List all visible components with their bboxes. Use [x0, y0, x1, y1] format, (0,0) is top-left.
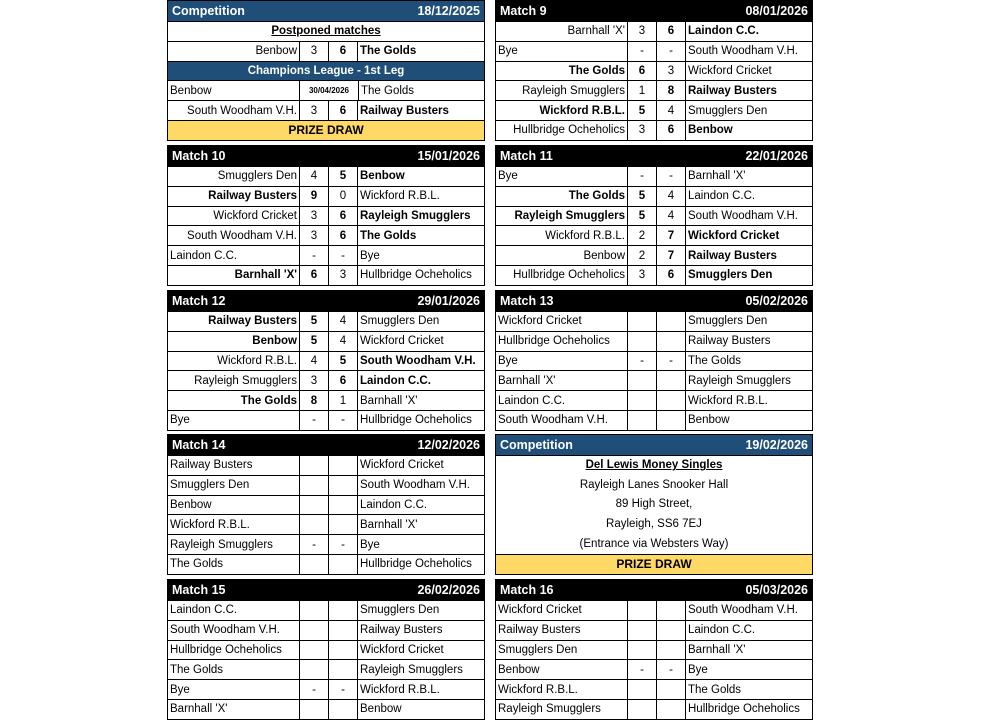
home-score	[627, 680, 656, 699]
home-team: The Golds	[240, 394, 297, 407]
match-header	[496, 291, 812, 311]
home-score: 1	[627, 81, 656, 100]
home-score	[627, 411, 656, 430]
fixture-row	[496, 410, 812, 430]
home-score	[299, 515, 328, 534]
fixture-row	[168, 311, 484, 331]
away-score	[328, 496, 357, 515]
panel-date: 15/01/2026	[417, 149, 480, 163]
home-score: -	[299, 535, 328, 554]
fixture-row	[168, 659, 484, 679]
home-score: -	[627, 352, 656, 371]
fixture-row	[168, 225, 484, 245]
home-team: Smugglers Den	[170, 479, 250, 492]
home-score	[627, 641, 656, 660]
home-score: 3	[627, 121, 656, 140]
home-team: Benbow	[170, 498, 212, 511]
away-team: Hullbridge Ocheholics	[357, 411, 484, 430]
home-score: 6	[299, 266, 328, 285]
home-team: Wickford Cricket	[498, 604, 582, 617]
home-team: Bye	[170, 414, 190, 427]
home-team: Benbow	[252, 335, 297, 348]
away-score: -	[656, 352, 685, 371]
fixture-row: Benbow 3 6 The Golds	[168, 41, 484, 61]
home-team: Rayleigh Smugglers	[194, 374, 297, 387]
away-team: Laindon C.C.	[685, 621, 812, 640]
away-score: -	[328, 411, 357, 430]
away-score	[656, 621, 685, 640]
panel-date: 18/12/2025	[417, 4, 480, 18]
home-score: 3	[299, 207, 328, 226]
home-score	[627, 601, 656, 620]
fixture-row	[496, 600, 812, 620]
away-score: 6	[656, 22, 685, 41]
away-score	[656, 312, 685, 331]
home-team: Wickford Cricket	[498, 315, 582, 328]
home-team: Rayleigh Smugglers	[498, 703, 601, 716]
panel-date: 12/02/2026	[417, 438, 480, 452]
away-team: Rayleigh Smugglers	[357, 207, 484, 226]
fixture-row	[168, 166, 484, 186]
away-team: Benbow	[685, 121, 812, 140]
away-team: Rayleigh Smugglers	[685, 371, 812, 390]
fixture-row: South Woodham V.H. 3 6 Railway Busters	[168, 100, 484, 120]
home-team: Barnhall 'X'	[170, 703, 228, 716]
home-score: 4	[299, 167, 328, 186]
fixture-row: Benbow 30/04/2026 The Golds	[168, 80, 484, 100]
away-score	[656, 411, 685, 430]
away-team: Wickford R.B.L.	[357, 187, 484, 206]
match-panel	[167, 579, 485, 720]
match-header	[496, 1, 812, 21]
match-header	[496, 580, 812, 600]
panel-date: 22/01/2026	[745, 149, 808, 163]
home-team: Wickford R.B.L.	[498, 683, 578, 696]
home-score: 5	[627, 207, 656, 226]
home-team: Wickford R.B.L.	[170, 518, 250, 531]
home-score: 2	[627, 226, 656, 245]
away-team: Bye	[357, 535, 484, 554]
fixture-row	[496, 100, 812, 120]
home-team: Rayleigh Smugglers	[170, 538, 273, 551]
match-header	[168, 580, 484, 600]
away-team: Laindon C.C.	[357, 371, 484, 390]
panel-title: Match 9	[500, 4, 547, 18]
competition-header	[168, 1, 484, 21]
match-header	[168, 146, 484, 166]
away-score	[328, 700, 357, 719]
away-team: South Woodham V.H.	[685, 42, 812, 61]
home-team: Smugglers Den	[217, 170, 297, 183]
fixture-row	[168, 410, 484, 430]
away-score	[656, 391, 685, 410]
match-header	[168, 435, 484, 455]
away-score	[656, 332, 685, 351]
away-score: 4	[656, 207, 685, 226]
fixture-row	[496, 80, 812, 100]
away-score: -	[656, 42, 685, 61]
panel-title: Match 14	[172, 438, 226, 452]
away-score	[328, 476, 357, 495]
away-score: 3	[656, 62, 685, 81]
away-team: Laindon C.C.	[685, 22, 812, 41]
away-team: South Woodham V.H.	[357, 352, 484, 371]
away-team: Wickford Cricket	[357, 641, 484, 660]
match-panel	[495, 290, 813, 431]
home-team: Benbow	[583, 249, 625, 262]
home-score: 3	[627, 266, 656, 285]
away-team: Laindon C.C.	[357, 496, 484, 515]
match-panel	[167, 145, 485, 286]
venue-line: Rayleigh Lanes Snooker Hall	[579, 478, 729, 491]
home-score	[299, 456, 328, 475]
away-score: 6	[328, 207, 357, 226]
postponed-date: 30/04/2026	[299, 81, 358, 100]
home-team: Railway Busters	[208, 190, 297, 203]
home-team: Hullbridge Ocheholics	[170, 643, 282, 656]
away-team: Laindon C.C.	[685, 187, 812, 206]
home-team: South Woodham V.H.	[187, 229, 297, 242]
home-team: Railway Busters	[498, 624, 581, 637]
away-score: -	[656, 167, 685, 186]
away-score: 6	[328, 226, 357, 245]
home-score: -	[627, 42, 656, 61]
home-score: 3	[299, 371, 328, 390]
fixture-row	[168, 331, 484, 351]
away-score: 5	[328, 167, 357, 186]
away-team: Barnhall 'X'	[685, 641, 812, 660]
away-score	[656, 700, 685, 719]
competition-panel-1	[167, 0, 485, 141]
fixture-row	[168, 514, 484, 534]
away-team: Railway Busters	[357, 621, 484, 640]
home-team: Benbow	[498, 663, 540, 676]
home-score: -	[627, 167, 656, 186]
match-panel	[167, 434, 485, 575]
away-team: South Woodham V.H.	[357, 476, 484, 495]
fixture-row	[168, 351, 484, 371]
panel-date: 08/01/2026	[745, 4, 808, 18]
away-team: Wickford R.B.L.	[685, 391, 812, 410]
away-team: Smugglers Den	[685, 266, 812, 285]
home-team: Laindon C.C.	[170, 249, 238, 262]
home-score: 9	[299, 187, 328, 206]
away-score: 4	[328, 312, 357, 331]
home-score	[627, 332, 656, 351]
home-score: -	[627, 660, 656, 679]
away-score: 4	[656, 101, 685, 120]
away-team: The Golds	[685, 352, 812, 371]
prize-draw-banner: PRIZE DRAW	[496, 554, 812, 574]
away-score: 6	[328, 371, 357, 390]
fixture-row	[496, 245, 812, 265]
home-team: Bye	[498, 354, 518, 367]
away-team: Hullbridge Ocheholics	[357, 266, 484, 285]
away-team: Bye	[685, 660, 812, 679]
home-score	[627, 312, 656, 331]
away-score	[328, 555, 357, 574]
home-score: -	[299, 411, 328, 430]
fixture-row	[168, 390, 484, 410]
fixture-row	[168, 534, 484, 554]
home-team: The Golds	[170, 558, 224, 571]
away-team: Railway Busters	[685, 246, 812, 265]
away-score	[656, 680, 685, 699]
home-team: South Woodham V.H.	[498, 414, 608, 427]
away-score: 6	[656, 266, 685, 285]
away-team: Benbow	[357, 700, 484, 719]
away-score: -	[656, 660, 685, 679]
fixture-row	[496, 265, 812, 285]
home-score	[627, 391, 656, 410]
competition-panel-2	[495, 434, 813, 575]
home-team: Wickford R.B.L.	[217, 354, 297, 367]
venue-line: (Entrance via Websters Way)	[579, 538, 729, 551]
fixture-row	[496, 166, 812, 186]
fixture-row	[168, 679, 484, 699]
fixture-row	[168, 455, 484, 475]
away-team: The Golds	[357, 226, 484, 245]
fixture-row	[168, 699, 484, 719]
venue-line: 89 High Street,	[615, 498, 693, 511]
home-team: Barnhall 'X'	[234, 269, 297, 282]
fixture-row	[168, 245, 484, 265]
away-team: Hullbridge Ocheholics	[685, 700, 812, 719]
away-team: Railway Busters	[685, 332, 812, 351]
away-score	[656, 371, 685, 390]
away-score: 4	[328, 332, 357, 351]
home-team: Bye	[170, 683, 190, 696]
away-team: The Golds	[685, 680, 812, 699]
panel-title: Competition	[500, 438, 573, 452]
away-score: 3	[328, 266, 357, 285]
panel-title: Competition	[172, 4, 245, 18]
away-team: Benbow	[685, 411, 812, 430]
panel-title: Match 11	[500, 149, 553, 163]
away-team: Smugglers Den	[357, 601, 484, 620]
away-score: 7	[656, 226, 685, 245]
away-score	[328, 456, 357, 475]
panel-date: 05/03/2026	[745, 583, 808, 597]
away-team: Barnhall 'X'	[685, 167, 812, 186]
home-score	[299, 641, 328, 660]
fixture-row	[168, 640, 484, 660]
fixture-row	[168, 265, 484, 285]
fixture-row	[496, 351, 812, 371]
home-team: The Golds	[568, 190, 625, 203]
home-team: Bye	[498, 45, 518, 58]
home-team: Railway Busters	[208, 315, 297, 328]
home-score	[299, 601, 328, 620]
home-score	[627, 621, 656, 640]
away-score: 1	[328, 391, 357, 410]
away-score	[328, 660, 357, 679]
fixture-row	[496, 699, 812, 719]
match-panel	[167, 290, 485, 431]
home-team: Rayleigh Smugglers	[522, 84, 625, 97]
prize-draw-banner: PRIZE DRAW	[168, 120, 484, 140]
home-score: 5	[299, 312, 328, 331]
fixture-row	[496, 225, 812, 245]
away-score: -	[328, 680, 357, 699]
panel-date: 26/02/2026	[417, 583, 480, 597]
match-panel	[495, 579, 813, 720]
fixture-row	[168, 620, 484, 640]
home-team: Barnhall 'X'	[498, 374, 556, 387]
away-score: 6	[656, 121, 685, 140]
match-header	[168, 291, 484, 311]
home-score	[299, 621, 328, 640]
away-score: 5	[328, 352, 357, 371]
away-score: 4	[656, 187, 685, 206]
away-team: South Woodham V.H.	[685, 207, 812, 226]
away-team: Railway Busters	[685, 81, 812, 100]
panel-date: 19/02/2026	[745, 438, 808, 452]
home-score: 3	[627, 22, 656, 41]
away-team: Benbow	[357, 167, 484, 186]
home-team: Railway Busters	[170, 459, 253, 472]
away-score	[656, 601, 685, 620]
panel-date: 05/02/2026	[745, 294, 808, 308]
home-team: Laindon C.C.	[498, 394, 566, 407]
home-score: 2	[627, 246, 656, 265]
home-team: South Woodham V.H.	[170, 624, 280, 637]
home-team: Wickford Cricket	[213, 209, 297, 222]
panel-date: 29/01/2026	[417, 294, 480, 308]
fixture-row	[496, 620, 812, 640]
match-panel	[495, 145, 813, 286]
fixture-row	[496, 659, 812, 679]
home-score: 5	[627, 187, 656, 206]
fixture-row	[496, 120, 812, 140]
away-score: -	[328, 535, 357, 554]
fixture-row	[496, 679, 812, 699]
fixture-row	[168, 554, 484, 574]
home-score	[299, 555, 328, 574]
away-team: Bye	[357, 246, 484, 265]
fixture-row	[496, 206, 812, 226]
home-team: Wickford R.B.L.	[545, 229, 625, 242]
away-team: Wickford R.B.L.	[357, 680, 484, 699]
away-team: Smugglers Den	[685, 312, 812, 331]
away-team: Wickford Cricket	[357, 456, 484, 475]
home-team: The Golds	[170, 663, 224, 676]
fixture-row	[168, 370, 484, 390]
home-team: Hullbridge Ocheholics	[513, 124, 625, 137]
away-score	[328, 601, 357, 620]
panel-title: Match 13	[500, 294, 554, 308]
fixture-row	[496, 21, 812, 41]
fixture-row	[168, 475, 484, 495]
fixture-row	[168, 186, 484, 206]
panel-title: Match 16	[500, 583, 554, 597]
home-score: 8	[299, 391, 328, 410]
away-team: Barnhall 'X'	[357, 515, 484, 534]
postponed-heading: Postponed matches	[168, 21, 484, 41]
away-team: Smugglers Den	[357, 312, 484, 331]
panel-title: Match 15	[172, 583, 226, 597]
fixture-row	[496, 61, 812, 81]
home-team: Smugglers Den	[498, 643, 578, 656]
competition-header	[496, 435, 812, 455]
fixture-row	[168, 495, 484, 515]
away-team: Barnhall 'X'	[357, 391, 484, 410]
fixture-row	[168, 206, 484, 226]
champions-league-heading: Champions League - 1st Leg	[168, 61, 484, 81]
home-team: Laindon C.C.	[170, 604, 238, 617]
fixture-row	[496, 311, 812, 331]
fixture-row	[496, 331, 812, 351]
away-team: Rayleigh Smugglers	[357, 660, 484, 679]
home-team: Bye	[498, 170, 518, 183]
away-team: Smugglers Den	[685, 101, 812, 120]
home-team: Rayleigh Smugglers	[514, 209, 625, 222]
away-score	[656, 641, 685, 660]
home-team: Hullbridge Ocheholics	[498, 335, 610, 348]
away-team: Wickford Cricket	[685, 62, 812, 81]
fixture-row	[168, 600, 484, 620]
fixture-row	[496, 370, 812, 390]
match-header	[496, 146, 812, 166]
home-team: Hullbridge Ocheholics	[513, 269, 625, 282]
away-team: Wickford Cricket	[357, 332, 484, 351]
away-score: -	[328, 246, 357, 265]
home-score	[299, 700, 328, 719]
home-score	[627, 371, 656, 390]
away-score: 0	[328, 187, 357, 206]
away-score	[328, 641, 357, 660]
home-score	[299, 496, 328, 515]
home-team: Barnhall 'X'	[567, 25, 625, 38]
home-score: -	[299, 680, 328, 699]
home-score: 6	[627, 62, 656, 81]
away-score	[328, 515, 357, 534]
panel-title: Match 12	[172, 294, 226, 308]
fixture-row	[496, 41, 812, 61]
away-score: 7	[656, 246, 685, 265]
fixture-row	[496, 390, 812, 410]
venue-line: Rayleigh, SS6 7EJ	[606, 518, 702, 531]
away-team: Wickford Cricket	[685, 226, 812, 245]
panel-title: Match 10	[172, 149, 226, 163]
away-score	[328, 621, 357, 640]
fixture-row	[496, 640, 812, 660]
away-team: Hullbridge Ocheholics	[357, 555, 484, 574]
home-score	[299, 660, 328, 679]
home-team: Wickford R.B.L.	[539, 104, 625, 117]
match-panel	[495, 0, 813, 141]
home-score	[627, 700, 656, 719]
home-score: 4	[299, 352, 328, 371]
home-score: 3	[299, 226, 328, 245]
home-score: 5	[627, 101, 656, 120]
home-score	[299, 476, 328, 495]
home-team: The Golds	[568, 64, 625, 77]
home-score: -	[299, 246, 328, 265]
away-team: South Woodham V.H.	[685, 601, 812, 620]
home-score: 5	[299, 332, 328, 351]
fixture-row	[496, 186, 812, 206]
away-score: 8	[656, 81, 685, 100]
competition-name: Del Lewis Money Singles	[496, 455, 812, 475]
